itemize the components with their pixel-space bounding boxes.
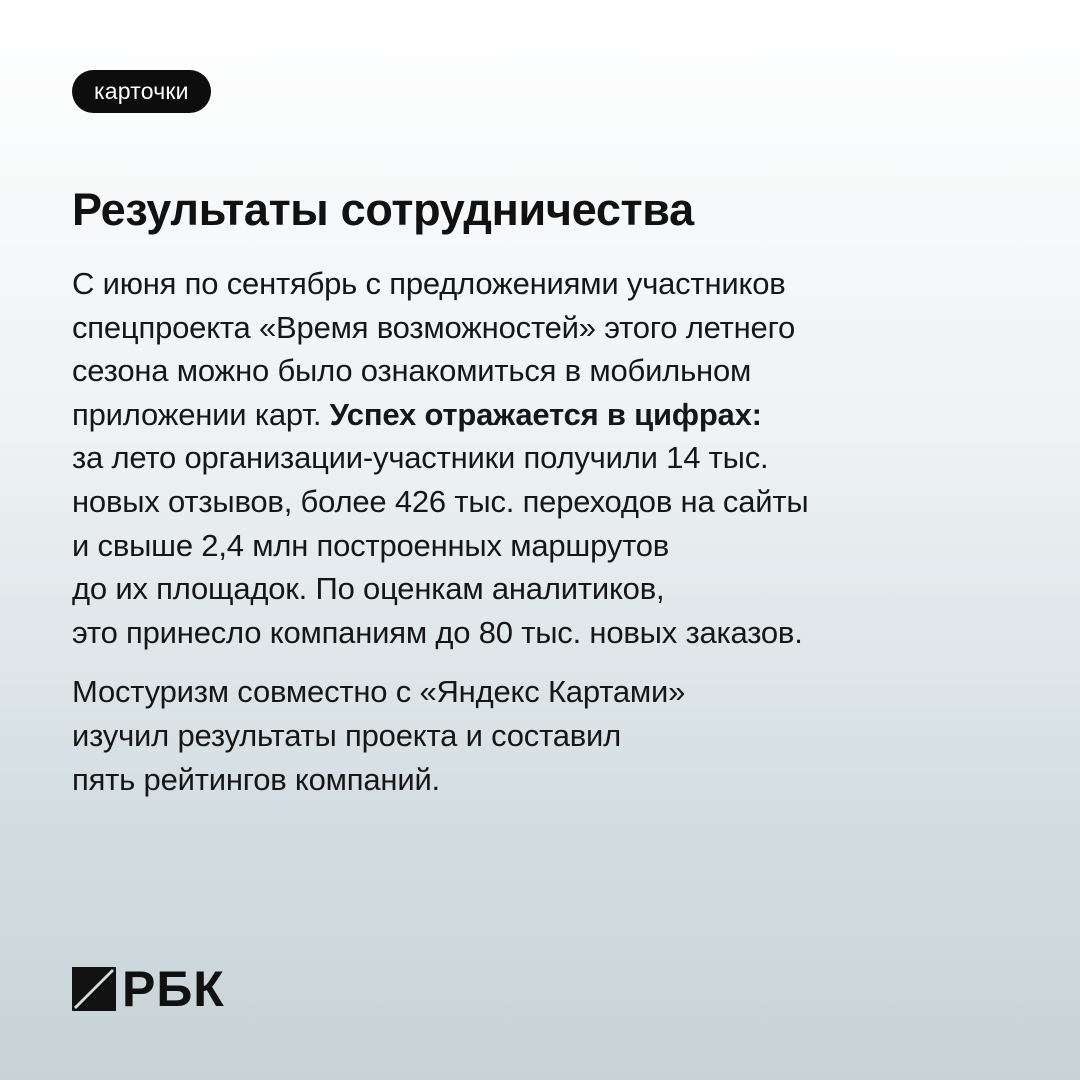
category-tag-label: карточки [94,78,189,104]
paragraph-2-line: Мостуризм совместно с «Яндекс Картами» [72,674,686,710]
paragraph-1-line: и свыше 2,4 млн построенных маршрутов [72,527,670,563]
paragraph-2 [72,670,1032,801]
article-body [72,262,1032,801]
rbc-logo[interactable] [72,961,225,1017]
paragraph-1-line: за лето организации-участники получили 14 тыс. [72,440,769,476]
page-title: Результаты сотрудничества [72,184,694,235]
paragraph-1 [72,262,1032,654]
paragraph-1-line: спецпроекта «Время возможностей» этого летнего [72,309,796,345]
highlight-text: Успех отражается в цифрах: [329,396,762,432]
category-tag[interactable] [72,70,211,113]
paragraph-1-line [72,393,1032,437]
paragraph-2-line: изучил результаты проекта и составил [72,717,622,753]
paragraph-2-line: пять рейтингов компаний. [72,761,440,797]
paragraph-1-line: С июня по сентябрь с предложениями участников [72,266,786,301]
paragraph-1-line: новых отзывов, более 426 тыс. переходов на сайты [72,483,809,519]
paragraph-1-line: сезона можно было ознакомиться в мобильном [72,353,752,389]
paragraph-1-line: это принесло компаниям до 80 тыс. новых заказов. [72,614,803,650]
paragraph-1-line: до их площадок. По оценкам аналитиков, [72,571,665,607]
rbc-slash-icon [72,967,116,1011]
rbc-logo-text: РБК [122,961,225,1017]
paragraph-1-text: приложении карт. [72,396,330,432]
